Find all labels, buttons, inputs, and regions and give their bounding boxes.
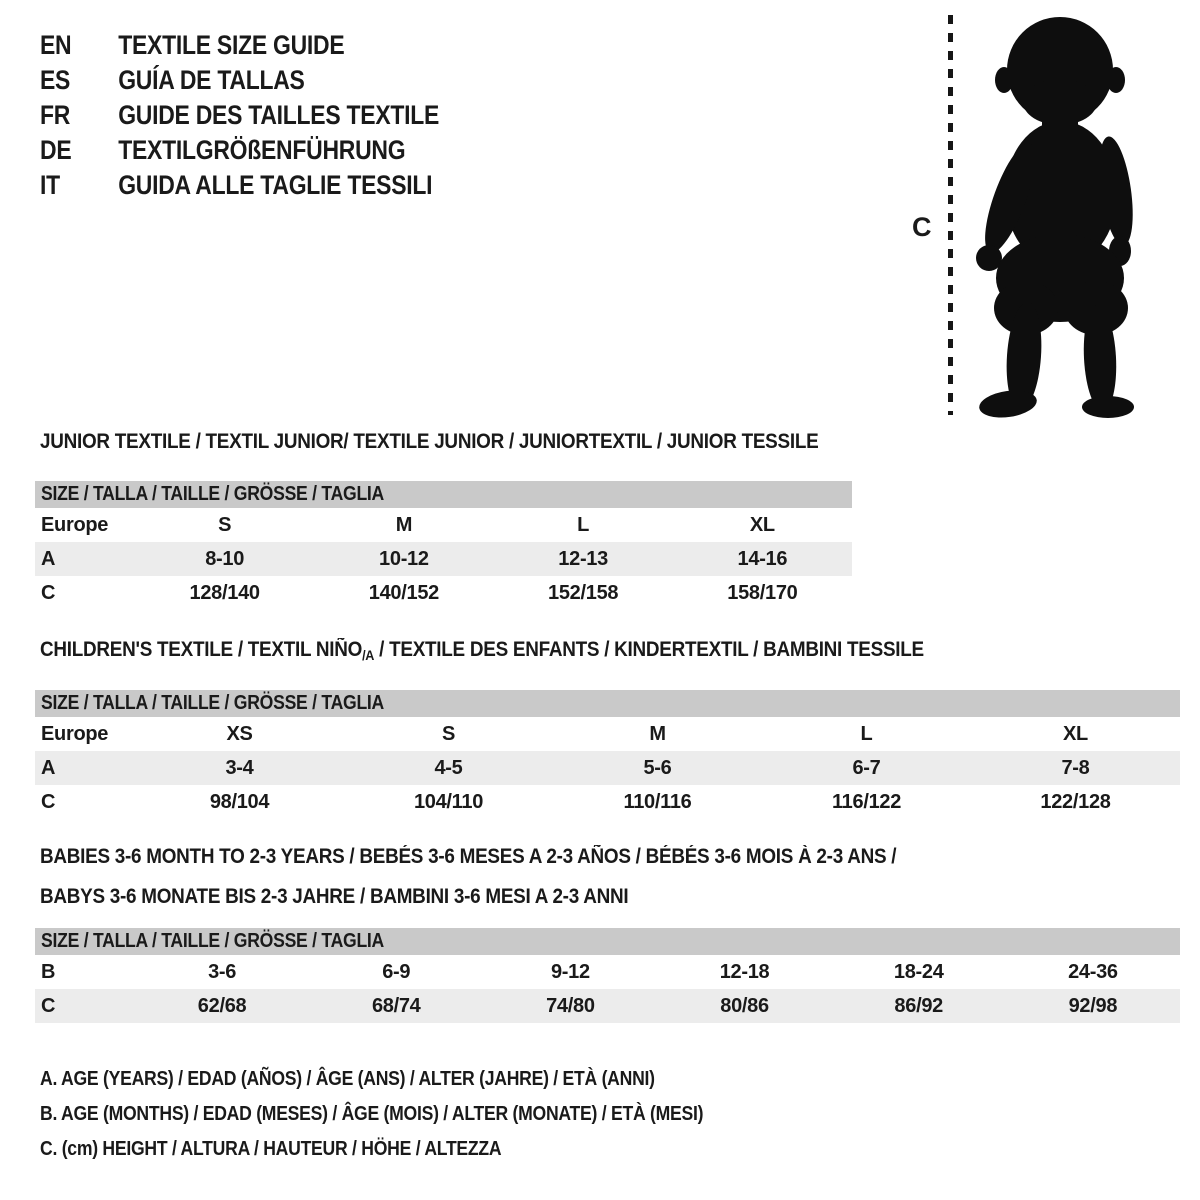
toddler-silhouette-icon: [958, 8, 1163, 420]
size-header-band: [35, 928, 1180, 955]
lang-code: IT: [40, 170, 60, 200]
lang-row-fr: [40, 98, 439, 133]
lang-row-es: [40, 63, 439, 98]
table-header-row: [35, 690, 1180, 717]
table-header-row: [35, 481, 852, 508]
children-title-prefix: CHILDREN'S TEXTILE / TEXTIL NIÑO: [40, 638, 363, 661]
table-cell: 9-12: [550, 960, 590, 983]
guide-title-fr: GUIDE DES TAILLES TEXTILE: [118, 100, 440, 130]
row-label: B: [41, 960, 56, 983]
table-cell: 6-7: [762, 751, 971, 785]
table-cell: M: [649, 722, 666, 745]
row-label: C: [35, 989, 135, 1023]
children-section-title: [40, 638, 1066, 663]
size-header-band: [35, 690, 1180, 717]
table-cell: XL: [749, 513, 775, 536]
row-label: Europe: [41, 513, 109, 536]
table-cell: 12-18: [719, 960, 770, 983]
guide-title-de: TEXTILGRÖßENFÜHRUNG: [118, 135, 406, 165]
table-cell: 92/98: [1006, 989, 1180, 1023]
table-cell: 5-6: [553, 751, 762, 785]
table-cell: XL: [1063, 722, 1088, 745]
babies-section-title-line2: BABYS 3-6 MONATE BIS 2-3 JAHRE / BAMBINI 3-6 MESI A 2-3 ANNI: [40, 885, 629, 908]
table-cell: 74/80: [483, 989, 657, 1023]
table-cell: 14-16: [673, 542, 852, 576]
lang-row-en: [40, 28, 439, 63]
table-row: [35, 576, 852, 610]
babies-section-title-line1: BABIES 3-6 MONTH TO 2-3 YEARS / BEBÉS 3-6 MESES A 2-3 AÑOS / BÉBÉS 3-6 MOIS À 2-3 ANS /: [40, 845, 897, 868]
row-label: Europe: [41, 722, 109, 745]
row-label: C: [41, 581, 56, 604]
height-measure-label: C: [912, 212, 932, 242]
table-cell: 104/110: [413, 790, 484, 813]
size-header-text: SIZE / TALLA / TAILLE / GRÖSSE / TAGLIA: [41, 483, 385, 505]
table-row: [35, 717, 1180, 751]
table-cell: 3-4: [135, 751, 344, 785]
legend-line-b: B. AGE (MONTHS) / EDAD (MESES) / ÂGE (MOIS) / ALTER (MONATE) / ETÀ (MESI): [40, 1103, 704, 1125]
measurement-legend: [40, 1068, 794, 1173]
table-cell: 62/68: [135, 989, 309, 1023]
lang-code: ES: [40, 65, 71, 95]
guide-title-it: GUIDA ALLE TAGLIE TESSILI: [118, 170, 433, 200]
table-row: [35, 542, 852, 576]
table-cell: 10-12: [314, 542, 493, 576]
babies-textile-section: [35, 845, 1180, 1023]
table-row: [35, 955, 1180, 989]
row-label: A: [35, 542, 135, 576]
language-header: [40, 28, 510, 203]
table-row: [35, 989, 1180, 1023]
lang-row-it: [40, 168, 439, 203]
table-cell: 128/140: [189, 581, 260, 604]
junior-size-table: [35, 481, 852, 610]
table-cell: 86/92: [832, 989, 1006, 1023]
size-header-text: SIZE / TALLA / TAILLE / GRÖSSE / TAGLIA: [41, 692, 385, 714]
junior-textile-section: [35, 430, 852, 610]
lang-code: EN: [40, 30, 72, 60]
legend-line-a: A. AGE (YEARS) / EDAD (AÑOS) / ÂGE (ANS) / ALTER (JAHRE) / ETÀ (ANNI): [40, 1068, 655, 1090]
table-cell: 158/170: [727, 581, 798, 604]
size-header-text: SIZE / TALLA / TAILLE / GRÖSSE / TAGLIA: [41, 930, 385, 952]
table-cell: 18-24: [893, 960, 944, 983]
row-label: A: [35, 751, 135, 785]
table-cell: 4-5: [344, 751, 553, 785]
table-cell: 140/152: [368, 581, 439, 604]
row-label: C: [41, 790, 56, 813]
table-cell: 152/158: [548, 581, 619, 604]
legend-line-c: C. (cm) HEIGHT / ALTURA / HAUTEUR / HÖHE / ALTEZZA: [40, 1138, 502, 1160]
table-cell: 98/104: [209, 790, 270, 813]
table-cell: 116/122: [831, 790, 902, 813]
size-header-band: [35, 481, 852, 508]
table-cell: 80/86: [657, 989, 831, 1023]
table-cell: 7-8: [971, 751, 1180, 785]
table-cell: 68/74: [309, 989, 483, 1023]
lang-code: FR: [40, 100, 71, 130]
table-cell: XS: [226, 722, 253, 745]
guide-title-en: TEXTILE SIZE GUIDE: [118, 30, 345, 60]
children-size-table: [35, 690, 1180, 819]
table-cell: 110/116: [623, 790, 692, 813]
children-title-suffix: / TEXTILE DES ENFANTS / KINDERTEXTIL / BAMBINI TESSILE: [374, 638, 924, 661]
table-cell: 8-10: [135, 542, 314, 576]
babies-size-table: [35, 928, 1180, 1023]
table-row: [35, 751, 1180, 785]
table-cell: L: [577, 513, 590, 536]
lang-row-de: [40, 133, 439, 168]
table-cell: S: [441, 722, 456, 745]
table-header-row: [35, 928, 1180, 955]
table-cell: 3-6: [208, 960, 237, 983]
height-measure-dashed-line: [948, 15, 953, 415]
table-cell: L: [860, 722, 873, 745]
guide-title-es: GUÍA DE TALLAS: [118, 65, 305, 95]
table-cell: 6-9: [382, 960, 411, 983]
table-row: [35, 508, 852, 542]
children-textile-section: [35, 638, 1180, 819]
table-cell: S: [218, 513, 232, 536]
table-cell: 12-13: [494, 542, 673, 576]
table-row: [35, 785, 1180, 819]
table-cell: 122/128: [1040, 790, 1111, 813]
table-cell: M: [395, 513, 413, 536]
table-cell: 24-36: [1068, 960, 1118, 983]
lang-code: DE: [40, 135, 72, 165]
children-title-subscript: /A: [362, 647, 375, 663]
junior-section-title: JUNIOR TEXTILE / TEXTIL JUNIOR/ TEXTILE JUNIOR / JUNIORTEXTIL / JUNIOR TESSILE: [40, 430, 819, 453]
